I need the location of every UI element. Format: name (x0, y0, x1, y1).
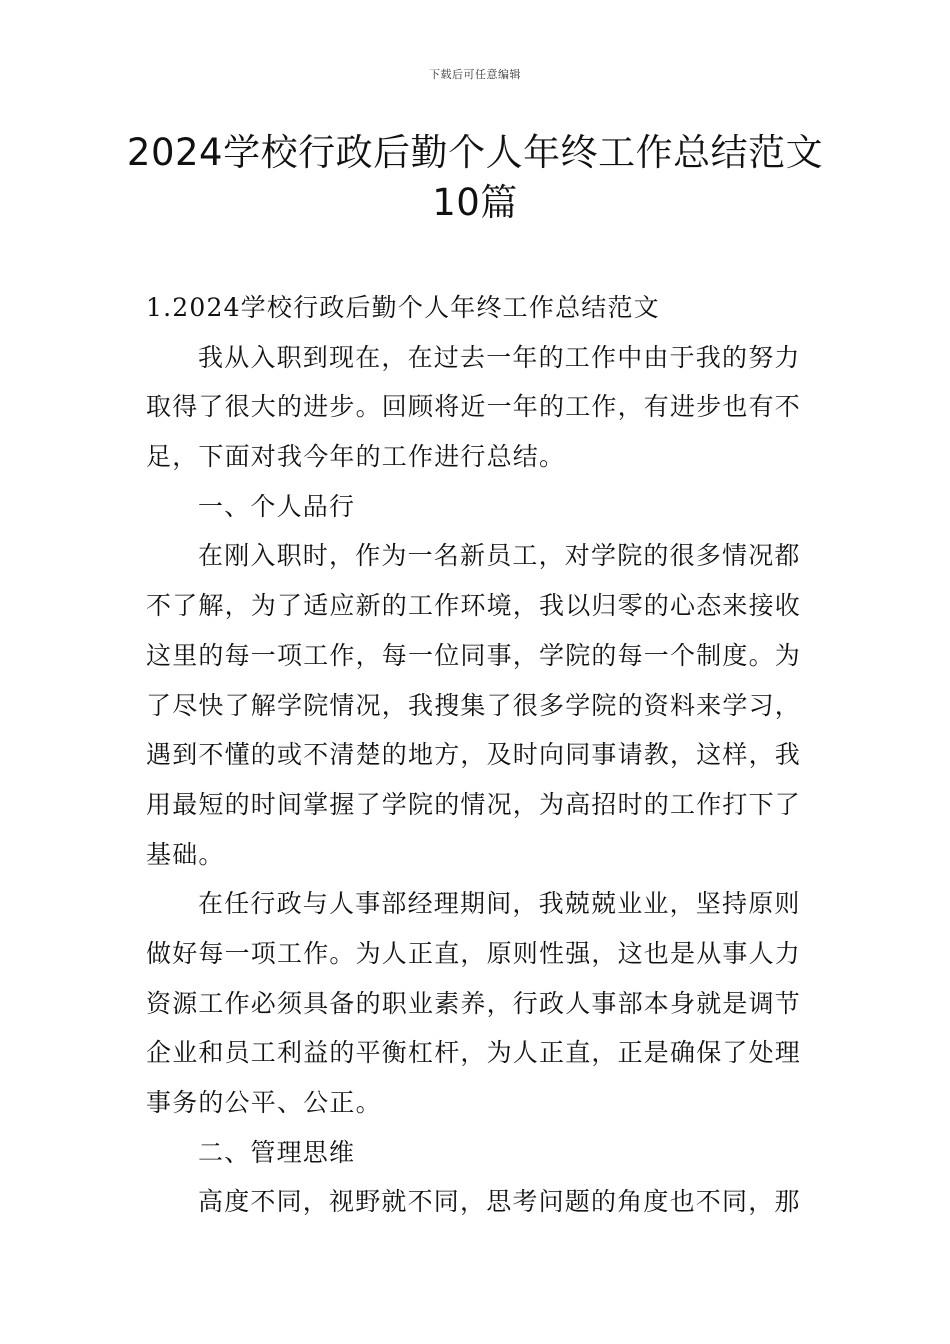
text-line: 我从入职到现在，在过去一年的工作中由于我的努力 (198, 342, 801, 372)
text-line: 二、管理思维 (198, 1137, 356, 1167)
text-line: 用最短的时间掌握了学院的情况，为高招时的工作打下了 (146, 789, 802, 819)
text-line: 资源工作必须具备的职业素养，行政人事部本身就是调节 (146, 988, 802, 1018)
header-note: 下载后可任意编辑 (429, 68, 521, 81)
text-line: 了尽快了解学院情况，我搜集了很多学院的资料来学习， (146, 690, 802, 720)
text-line: 在任行政与人事部经理期间，我兢兢业业，坚持原则 (198, 889, 801, 919)
text-line: 1.2024学校行政后勤个人年终工作总结范文 (146, 293, 660, 322)
title-line-2: 10篇 (432, 181, 518, 224)
text-line: 做好每一项工作。为人正直，原则性强，这也是从事人力 (146, 938, 802, 968)
text-line: 高度不同，视野就不同，思考问题的角度也不同，那 (198, 1187, 801, 1217)
document-body (146, 283, 808, 1227)
text-line: 一、个人品行 (198, 491, 356, 521)
text-line: 在刚入职时，作为一名新员工，对学院的很多情况都 (198, 541, 801, 571)
text-line: 遇到不懂的或不清楚的地方，及时向同事请教，这样，我 (146, 740, 802, 770)
text-line: 事务的公平、公正。 (146, 1088, 382, 1117)
document-title (120, 128, 830, 228)
text-line: 取得了很大的进步。回顾将近一年的工作，有进步也有不 (146, 392, 802, 422)
text-line: 基础。 (146, 839, 225, 869)
text-line: 不了解，为了适应新的工作环境，我以归零的心态来接收 (146, 591, 802, 621)
text-line: 这里的每一项工作，每一位同事，学院的每一个制度。为 (146, 640, 802, 670)
text-line: 足，下面对我今年的工作进行总结。 (146, 442, 566, 472)
text-line: 企业和员工利益的平衡杠杆，为人正直，正是确保了处理 (146, 1038, 802, 1068)
title-line-1: 2024学校行政后勤个人年终工作总结范文 (126, 131, 824, 174)
